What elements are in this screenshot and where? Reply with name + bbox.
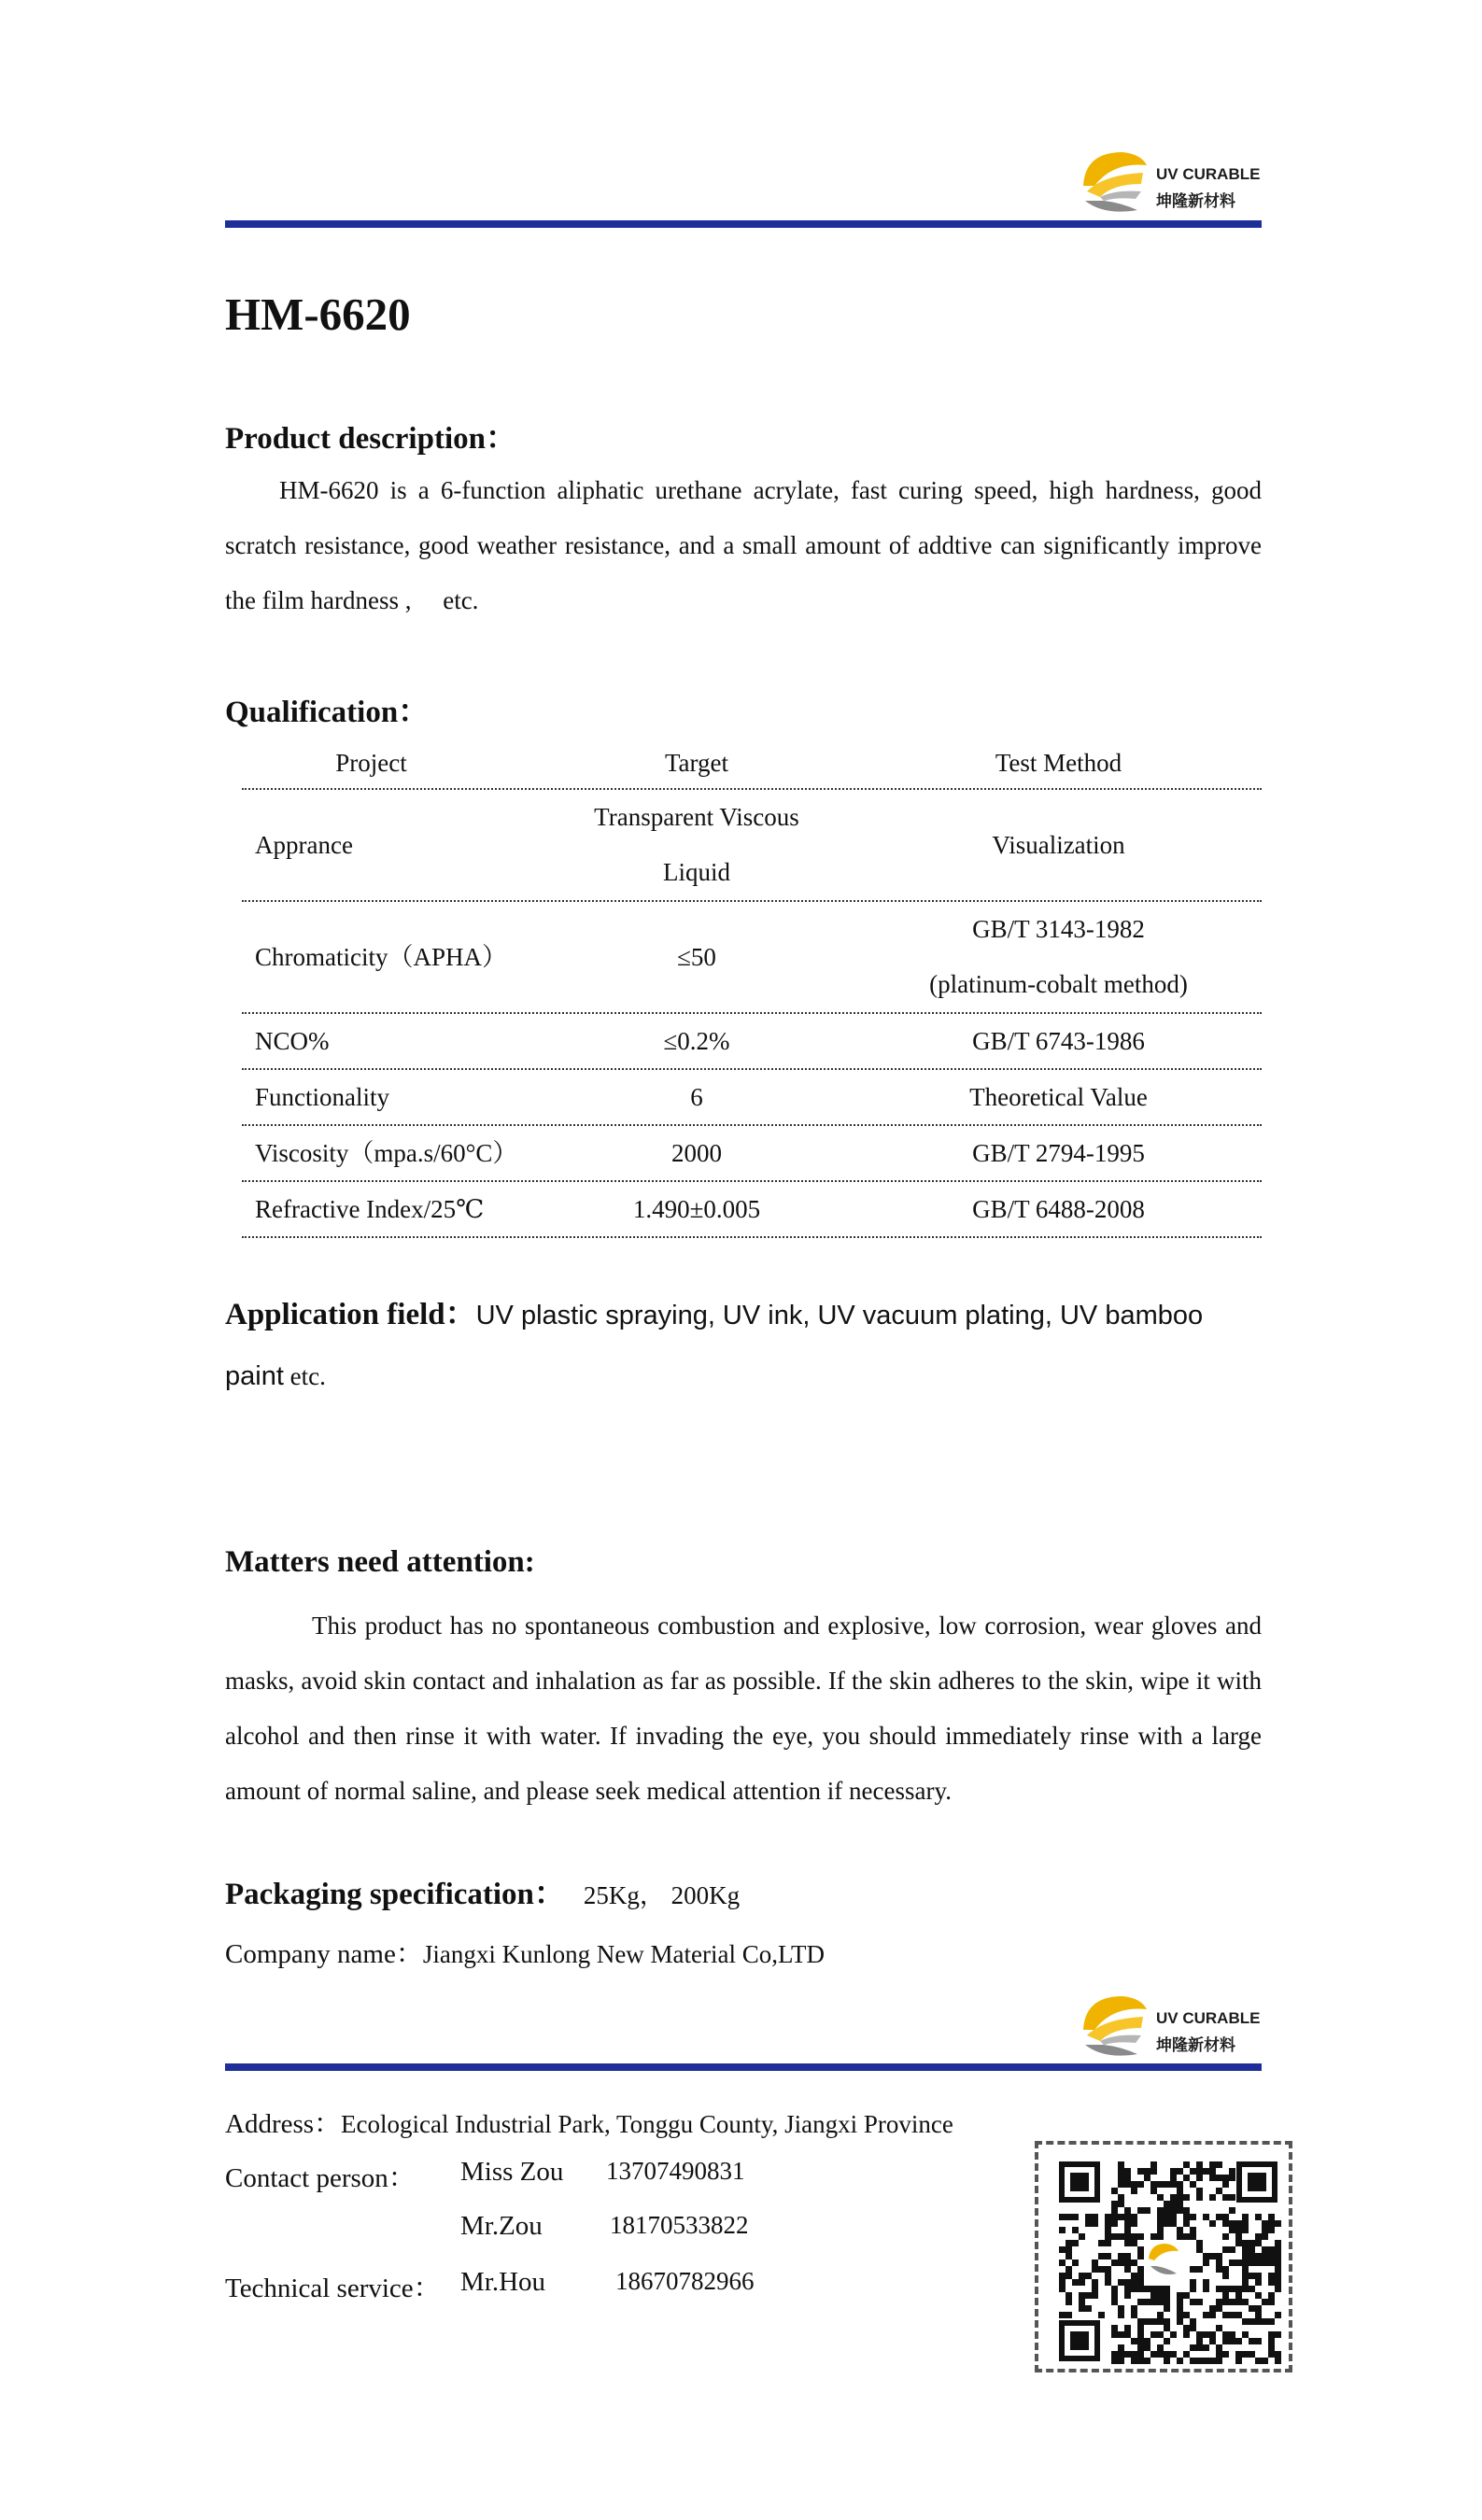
address-line	[225, 2103, 953, 2141]
cell-target-line: Transparent Viscous	[594, 803, 799, 831]
application-text-tail: etc.	[283, 1362, 326, 1390]
cell-test-method: GB/T 6743-1986	[972, 1026, 1145, 1055]
cell-target-line: Liquid	[663, 858, 730, 886]
cell-method-line: (platinum-cobalt method)	[929, 970, 1188, 998]
column-header-test-method: Test Method	[995, 748, 1122, 777]
address-label: Address：	[225, 2109, 342, 2139]
cell-test-method: Visualization	[992, 830, 1125, 859]
uv-curable-logo-icon	[1076, 145, 1150, 219]
brand-line-1: UV CURABLE	[1156, 2009, 1261, 2027]
attention-heading: Matters need attention:	[225, 1545, 535, 1579]
packaging-value: 25Kg， 200Kg	[583, 1881, 741, 1909]
application-text-2: paint	[225, 1361, 284, 1391]
technical-service-label: Technical service：	[225, 2274, 441, 2303]
cell-target: 1.490±0.005	[632, 1194, 761, 1223]
cell-project: Viscosity（mpa.s/60°C）	[255, 1138, 518, 1167]
table-row	[242, 1014, 1262, 1070]
brand-line-2: 坤隆新材料	[1156, 192, 1235, 211]
brand-logo-top	[1076, 145, 1263, 219]
cell-target	[538, 790, 855, 900]
brand-logo-bottom	[1076, 1989, 1263, 2063]
cell-project: Apprance	[255, 830, 353, 859]
table-row	[242, 790, 1262, 902]
cell-target: ≤0.2%	[663, 1026, 730, 1055]
contact-phone-1: 13707490831	[606, 2157, 745, 2185]
cell-target: 2000	[671, 1138, 722, 1167]
contact-person-2: Mr.Zou	[460, 2211, 543, 2241]
packaging-line	[225, 1869, 740, 1913]
column-header-project: Project	[335, 748, 407, 777]
cell-project: Chromaticity（APHA）	[255, 942, 507, 971]
table-row	[242, 1182, 1262, 1238]
cell-target: ≤50	[677, 942, 716, 971]
table-row	[242, 902, 1262, 1014]
cell-method-line: GB/T 3143-1982	[972, 915, 1145, 943]
brand-line-1: UV CURABLE	[1156, 165, 1261, 183]
contact-phone-2: 18170533822	[610, 2211, 749, 2239]
cell-project: Refractive Index/25℃	[255, 1194, 485, 1223]
application-text: UV plastic spraying, UV ink, UV vacuum plating, UV bamboo	[475, 1301, 1204, 1330]
contact-person-1: Miss Zou	[460, 2157, 564, 2187]
qr-code	[1035, 2141, 1292, 2372]
cell-test-method: GB/T 2794-1995	[972, 1138, 1145, 1167]
technical-service-line	[225, 2267, 755, 2305]
uv-curable-logo-icon	[1076, 1989, 1150, 2063]
contact-label: Contact person：	[225, 2163, 416, 2193]
qualification-heading: Qualification：	[225, 696, 430, 729]
contact-person-3: Mr.Hou	[460, 2267, 546, 2297]
qr-code-icon	[1038, 2145, 1289, 2369]
application-heading: Application field：	[225, 1298, 476, 1331]
header-rule	[225, 220, 1262, 228]
cell-test-method	[855, 902, 1262, 1012]
qualification-table	[242, 738, 1262, 1238]
cell-project: Functionality	[255, 1082, 389, 1111]
table-row	[242, 1126, 1262, 1182]
footer-rule	[225, 2063, 1262, 2071]
description-heading: Product description：	[225, 422, 516, 456]
cell-project: NCO%	[255, 1026, 330, 1055]
application-section	[225, 1287, 1262, 1409]
table-row	[242, 1070, 1262, 1126]
contact-phone-3: 18670782966	[615, 2267, 755, 2295]
address-value: Ecological Industrial Park, Tonggu County, Jiangxi Province	[341, 2110, 953, 2138]
product-title: HM-6620	[225, 289, 411, 340]
brand-line-2: 坤隆新材料	[1156, 2036, 1235, 2055]
contact-line-2	[225, 2211, 879, 2248]
cell-target: 6	[690, 1082, 703, 1111]
column-header-target: Target	[664, 748, 729, 777]
company-value: Jiangxi Kunlong New Material Co,LTD	[422, 1940, 826, 1968]
contact-line-1	[225, 2157, 745, 2195]
company-label: Company name：	[225, 1939, 423, 1969]
cell-test-method: GB/T 6488-2008	[972, 1194, 1145, 1223]
table-header-row	[242, 738, 1262, 790]
cell-test-method: Theoretical Value	[969, 1082, 1148, 1111]
description-text: HM-6620 is a 6-function aliphatic urethane acrylate, fast curing speed, high hardness, good scratch resistance, good weather resistance, and a small amount of addtive can significantly improve the film hardness , etc.	[225, 476, 1262, 614]
attention-text: This product has no spontaneous combustion and explosive, low corrosion, wear gloves and masks, avoid skin contact and inhalation as far as possible. If the skin adheres to the skin, wipe it with alcohol and then rinse it with water. If invading the eye, you should immediately rinse with a large amount of normal saline, and please seek medical attention if necessary.	[225, 1612, 1262, 1805]
company-line	[225, 1933, 825, 1971]
packaging-heading: Packaging specification：	[225, 1878, 565, 1911]
